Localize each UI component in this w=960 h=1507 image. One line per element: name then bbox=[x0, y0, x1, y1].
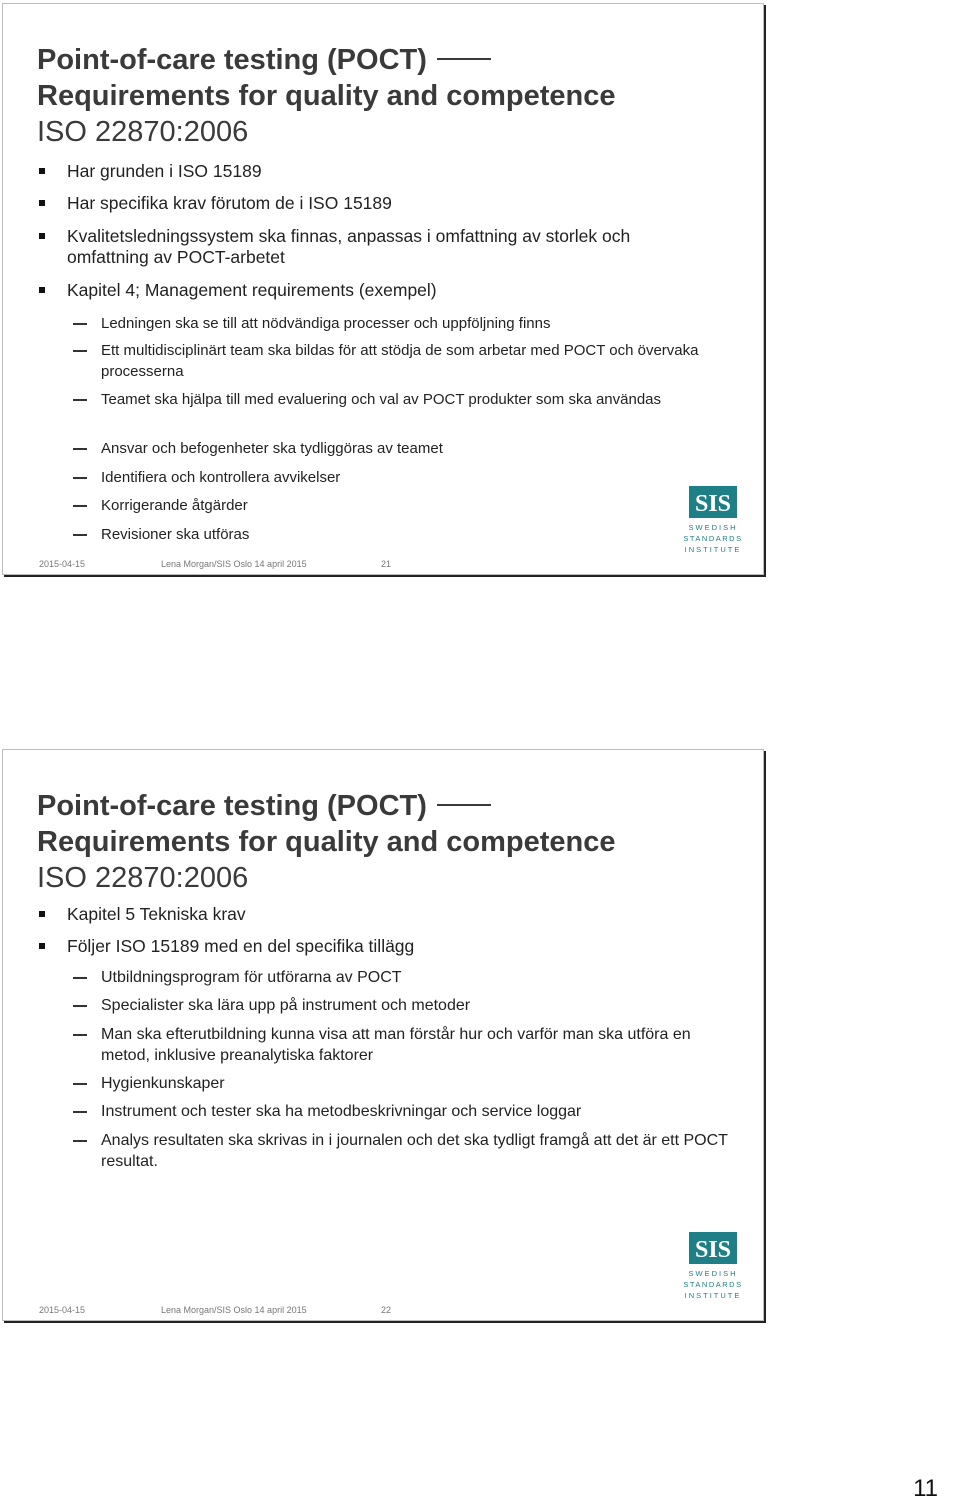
svg-text:STANDARDS: STANDARDS bbox=[683, 534, 743, 543]
title-line-2: Requirements for quality and competence bbox=[37, 826, 616, 858]
square-bullet-icon bbox=[39, 943, 45, 949]
footer-author: Lena Morgan/SIS Oslo 14 april 2015 bbox=[161, 559, 307, 569]
footer-author: Lena Morgan/SIS Oslo 14 april 2015 bbox=[161, 1305, 307, 1315]
title-line-1: Point-of-care testing (POCT) bbox=[37, 788, 616, 824]
svg-text:STANDARDS: STANDARDS bbox=[683, 1280, 743, 1289]
svg-text:INSTITUTE: INSTITUTE bbox=[684, 545, 742, 554]
dash-bullet-icon bbox=[73, 1005, 87, 1007]
sub-bullet-item: Man ska efterutbildning kunna visa att man förstår hur och varför man ska utföra en metod, inklusive preanalytiska faktorer bbox=[39, 1025, 729, 1066]
footer-page-number: 22 bbox=[381, 1305, 392, 1315]
dash-bullet-icon bbox=[73, 534, 87, 536]
dash-bullet-icon bbox=[73, 323, 87, 325]
bullet-item: Har grunden i ISO 15189 bbox=[39, 161, 729, 182]
sub-bullet-item: Revisioner ska utföras bbox=[39, 525, 729, 546]
dash-bullet-icon bbox=[73, 350, 87, 352]
footer-date: 2015-04-15 bbox=[39, 559, 86, 569]
dash-bullet-icon bbox=[73, 1111, 87, 1113]
sub-bullet-item: Specialister ska lära upp på instrument och metoder bbox=[39, 996, 729, 1017]
dash-bullet-icon bbox=[73, 977, 87, 979]
sis-logo bbox=[681, 1230, 745, 1302]
slide-21 bbox=[2, 3, 764, 575]
title-dash bbox=[437, 58, 491, 60]
dash-bullet-icon bbox=[73, 1083, 87, 1085]
svg-text:INSTITUTE: INSTITUTE bbox=[684, 1291, 742, 1300]
bullet-item: Har specifika krav förutom de i ISO 15189 bbox=[39, 193, 729, 214]
square-bullet-icon bbox=[39, 287, 45, 293]
slide-title bbox=[37, 788, 616, 896]
bullet-item: Kvalitetsledningssystem ska finnas, anpassas i omfattning av storlek och omfattning av POCT-arbetet bbox=[39, 226, 699, 268]
svg-text:SWEDISH: SWEDISH bbox=[688, 1269, 738, 1278]
sub-bullet-item: Utbildningsprogram för utförarna av POCT bbox=[39, 968, 729, 989]
footer-page-number: 21 bbox=[381, 559, 392, 569]
sub-bullet-item: Analys resultaten ska skrivas in i journalen och det ska tydligt framgå att det är ett POCT resultat. bbox=[39, 1131, 729, 1172]
title-dash bbox=[437, 804, 491, 806]
svg-text:SWEDISH: SWEDISH bbox=[688, 523, 738, 532]
square-bullet-icon bbox=[39, 168, 45, 174]
sis-logo bbox=[681, 484, 745, 556]
dash-bullet-icon bbox=[73, 448, 87, 450]
title-line-1: Point-of-care testing (POCT) bbox=[37, 42, 616, 78]
sub-bullet-item: Ansvar och befogenheter ska tydliggöras av teamet bbox=[39, 439, 729, 460]
bullet-item: Kapitel 5 Tekniska krav bbox=[39, 904, 729, 925]
sub-bullet-item: Korrigerande åtgärder bbox=[39, 496, 729, 517]
sub-bullet-item: Ledningen ska se till att nödvändiga processer och uppföljning finns bbox=[39, 314, 729, 335]
dash-bullet-icon bbox=[73, 1034, 87, 1036]
square-bullet-icon bbox=[39, 233, 45, 239]
sub-bullet-item: Teamet ska hjälpa till med evaluering och val av POCT produkter som ska användas bbox=[39, 390, 679, 411]
sub-bullet-item: Instrument och tester ska ha metodbeskrivningar och service loggar bbox=[39, 1102, 729, 1123]
dash-bullet-icon bbox=[73, 399, 87, 401]
sub-bullet-item: Identifiera och kontrollera avvikelser bbox=[39, 468, 729, 489]
dash-bullet-icon bbox=[73, 477, 87, 479]
sub-bullet-item: Ett multidisciplinärt team ska bildas för att stödja de som arbetar med POCT och övervaka processerna bbox=[39, 341, 729, 382]
square-bullet-icon bbox=[39, 200, 45, 206]
slide-title bbox=[37, 42, 616, 150]
square-bullet-icon bbox=[39, 911, 45, 917]
title-line-2: Requirements for quality and competence bbox=[37, 80, 616, 112]
svg-text:SIS: SIS bbox=[694, 1237, 732, 1263]
title-line-3: ISO 22870:2006 bbox=[37, 862, 249, 894]
document-page-number: 11 bbox=[913, 1475, 938, 1502]
bullet-item: Kapitel 4; Management requirements (exempel) bbox=[39, 280, 729, 301]
bullet-item: Följer ISO 15189 med en del specifika tillägg bbox=[39, 936, 729, 957]
dash-bullet-icon bbox=[73, 505, 87, 507]
svg-text:SIS: SIS bbox=[694, 491, 732, 517]
title-line-3: ISO 22870:2006 bbox=[37, 116, 249, 148]
footer-date: 2015-04-15 bbox=[39, 1305, 86, 1315]
sub-bullet-item: Hygienkunskaper bbox=[39, 1074, 729, 1095]
dash-bullet-icon bbox=[73, 1140, 87, 1142]
slide-22 bbox=[2, 749, 764, 1321]
